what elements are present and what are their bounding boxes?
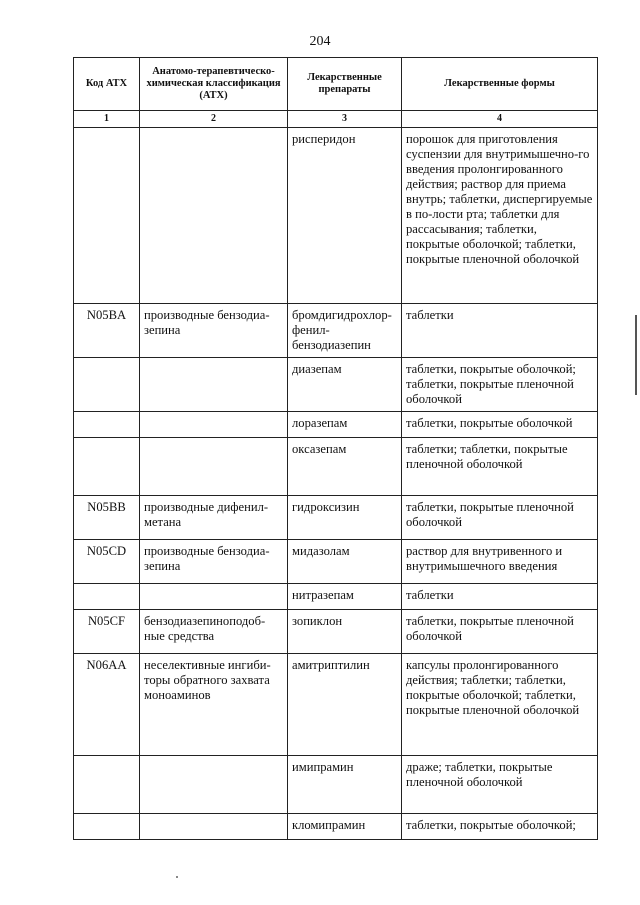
table-row (74, 610, 598, 654)
atc-code-cell: N05CD (74, 540, 140, 584)
atc-code-cell (74, 814, 140, 840)
classification-cell: бензодиазепиноподоб-ные средства (140, 610, 288, 654)
atc-code-cell: N06AA (74, 654, 140, 756)
drug-cell: гидроксизин (288, 496, 402, 540)
forms-cell: таблетки, покрытые оболочкой; таблетки, покрытые пленочной оболочкой (402, 358, 598, 412)
forms-cell: таблетки, покрытые пленочной оболочкой (402, 496, 598, 540)
column-number: 4 (402, 111, 598, 128)
table-row (74, 654, 598, 756)
forms-cell: капсулы пролонгированного действия; таблетки; таблетки, покрытые оболочкой; таблетки, покрытые пленочной оболочкой (402, 654, 598, 756)
atc-code-cell (74, 756, 140, 814)
page-number: 204 (309, 34, 331, 49)
table-row (74, 412, 598, 438)
table-row (74, 438, 598, 496)
table-row (74, 584, 598, 610)
classification-cell: производные дифенил-метана (140, 496, 288, 540)
classification-cell (140, 412, 288, 438)
drug-cell: зопиклон (288, 610, 402, 654)
forms-cell: порошок для приготовления суспензии для внутримышечно-го введения пролонгированного действия; раствор для приема внутрь; таблетки, диспергируемые в по-лости рта; таблетки для рассасывания; таблетки, покрытые оболочкой; таблетки, покрытые пленочной оболочкой (402, 128, 598, 304)
drug-cell: бромдигидрохлор-фенил-бензодиазепин (288, 304, 402, 358)
scan-dust-mark (176, 876, 178, 878)
header-drugs: Лекарственные препараты (288, 58, 402, 111)
table-row (74, 358, 598, 412)
drug-cell: нитразепам (288, 584, 402, 610)
table-row (74, 128, 598, 304)
classification-cell: производные бензодиа-зепина (140, 540, 288, 584)
atc-code-cell (74, 438, 140, 496)
drug-cell: амитриптилин (288, 654, 402, 756)
drug-cell: диазепам (288, 358, 402, 412)
forms-cell: таблетки, покрытые оболочкой; (402, 814, 598, 840)
column-number: 2 (140, 111, 288, 128)
drug-cell: мидазолам (288, 540, 402, 584)
forms-cell: драже; таблетки, покрытые пленочной оболочкой (402, 756, 598, 814)
classification-cell: производные бензодиа-зепина (140, 304, 288, 358)
header-forms: Лекарственные формы (402, 58, 598, 111)
forms-cell: раствор для внутривенного и внутримышечного введения (402, 540, 598, 584)
forms-cell: таблетки; таблетки, покрытые пленочной оболочкой (402, 438, 598, 496)
column-number: 1 (74, 111, 140, 128)
table-row (74, 756, 598, 814)
column-number-row (74, 111, 598, 128)
atc-code-cell (74, 128, 140, 304)
forms-cell: таблетки (402, 584, 598, 610)
classification-cell (140, 438, 288, 496)
classification-cell: неселективные ингиби-торы обратного захвата моноаминов (140, 654, 288, 756)
table-row (74, 304, 598, 358)
atc-code-cell (74, 412, 140, 438)
classification-cell (140, 756, 288, 814)
header-classification: Анатомо-терапевтическо-химическая классификация (АТХ) (140, 58, 288, 111)
drug-cell: рисперидон (288, 128, 402, 304)
column-number: 3 (288, 111, 402, 128)
atc-code-cell: N05BA (74, 304, 140, 358)
forms-cell: таблетки, покрытые пленочной оболочкой (402, 610, 598, 654)
forms-cell: таблетки, покрытые оболочкой (402, 412, 598, 438)
drug-cell: имипрамин (288, 756, 402, 814)
header-row (74, 58, 598, 111)
forms-cell: таблетки (402, 304, 598, 358)
drug-cell: кломипрамин (288, 814, 402, 840)
table-row (74, 496, 598, 540)
scan-edge-mark (635, 315, 637, 395)
drug-cell: оксазепам (288, 438, 402, 496)
header-code: Код АТХ (74, 58, 140, 111)
atc-code-cell: N05BB (74, 496, 140, 540)
atc-code-cell: N05CF (74, 610, 140, 654)
table-row (74, 814, 598, 840)
atc-drug-table (73, 57, 598, 840)
table-row (74, 540, 598, 584)
drug-cell: лоразепам (288, 412, 402, 438)
atc-code-cell (74, 584, 140, 610)
classification-cell (140, 128, 288, 304)
classification-cell (140, 584, 288, 610)
classification-cell (140, 814, 288, 840)
atc-code-cell (74, 358, 140, 412)
classification-cell (140, 358, 288, 412)
